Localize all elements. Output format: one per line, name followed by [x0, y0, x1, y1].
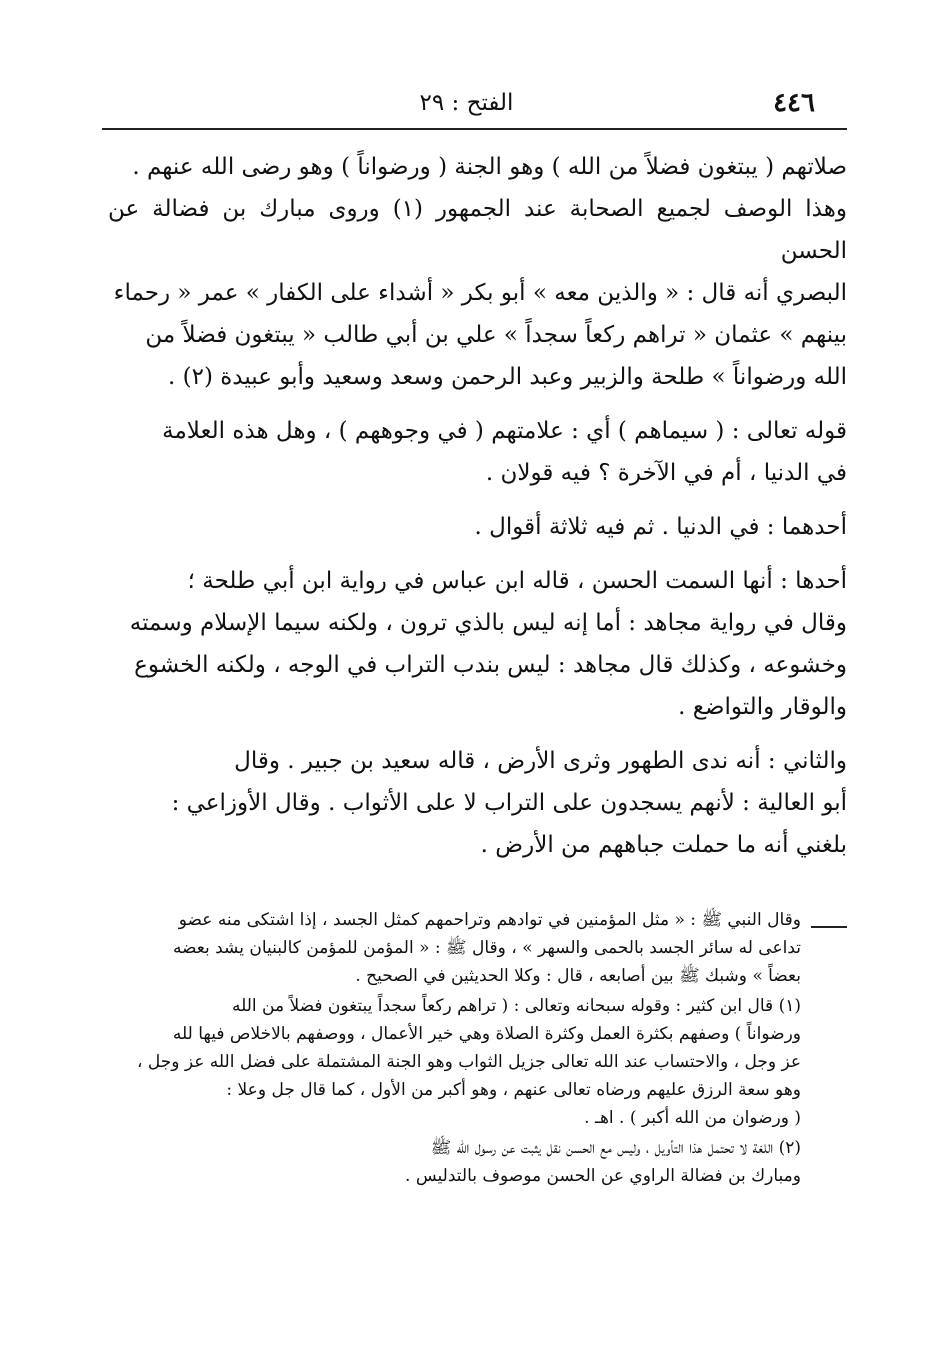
footnote-line: وقال النبي ﷺ : « مثل المؤمنين في توادهم وتراحمهم كمثل الجسد ، إذا اشتكى منه عضو: [178, 910, 801, 930]
page-number: ٤٤٦: [773, 88, 815, 118]
footnote-1: (١) قال ابن كثير : وقوله سبحانه وتعالى : ( تراهم ركعاً سجداً يبتغون فضلاً من الله: [231, 996, 801, 1016]
footnote-line: ومبارك بن فضالة الراوي عن الحسن موصوف بالتدليس .: [405, 1166, 801, 1186]
footnote-line: ( ورضوان من الله أكبر ) . اهـ .: [584, 1108, 801, 1128]
running-title: الفتح : ٢٩: [419, 90, 514, 116]
main-line: في الدنيا ، أم في الآخرة ؟ فيه قولان .: [485, 460, 847, 486]
page-header: [100, 88, 833, 128]
footnote-line: عز وجل ، والاحتساب عند الله تعالى جزيل الثواب وهو الجنة المشتملة على فضل الله عز وجل ،: [136, 1052, 801, 1072]
main-line: الله ورضواناً » طلحة والزبير وعبد الرحمن وسعد وسعيد وأبو عبيدة (٢) .: [167, 364, 847, 390]
main-line: البصري أنه قال : « والذين معه » أبو بكر « أشداء على الكفار » عمر « رحماء: [113, 280, 847, 306]
main-line: بينهم » عثمان « تراهم ركعاً سجداً » علي بن أبي طالب « يبتغون فضلاً من: [145, 322, 847, 348]
header-divider: [102, 128, 847, 130]
footnotes: [108, 906, 801, 1190]
footnote-line: تداعى له سائر الجسد بالحمى والسهر » ، وقال ﷺ : « المؤمن للمؤمن كالبنيان يشد بعضه: [172, 938, 801, 958]
main-line: والوقار والتواضع .: [678, 694, 847, 720]
main-line: صلاتهم ( يبتغون فضلاً من الله ) وهو الجنة ( ورضواناً ) وهو رضى الله عنهم .: [132, 154, 847, 180]
main-line: وقال في رواية مجاهد : أما إنه ليس بالذي ترون ، ولكنه سيما الإسلام وسمته: [129, 610, 847, 636]
main-line: أحدهما : في الدنيا . ثم فيه ثلاثة أقوال .: [474, 514, 847, 540]
main-line: أبو العالية : لأنهم يسجدون على التراب لا على الأثواب . وقال الأوزاعي :: [171, 790, 847, 816]
footnote-line: ورضواناً ) وصفهم بكثرة العمل وكثرة الصلاة وهي خير الأعمال ، ووصفهم بالاخلاص فيها لله: [172, 1024, 801, 1044]
footnote-divider: [811, 926, 847, 928]
main-text: [108, 146, 847, 866]
footnote-line: بعضاً » وشبك ﷺ بين أصابعه ، قال : وكلا الحديثين في الصحيح .: [355, 966, 801, 986]
main-line: والثاني : أنه ندى الطهور وثرى الأرض ، قاله سعيد بن جبير . وقال: [234, 748, 847, 774]
main-line: أحدها : أنها السمت الحسن ، قاله ابن عباس في رواية ابن أبي طلحة ؛: [187, 568, 847, 594]
main-line: وخشوعه ، وكذلك قال مجاهد : ليس بندب التراب في الوجه ، ولكنه الخشوع: [134, 652, 847, 678]
main-line: قوله تعالى : ( سيماهم ) أي : علامتهم ( في وجوههم ) ، وهل هذه العلامة: [162, 418, 847, 444]
footnote-line: وهو سعة الرزق عليهم ورضاه تعالى عنهم ، وهو أكبر من الأول ، كما قال جل وعلا :: [226, 1080, 801, 1100]
footnote-2: (٢) اللغة لا تحتمل هذا التأويل ، وليس مع الحسن نقل يثبت عن رسول الله ﷺ: [430, 1138, 801, 1158]
main-line: وهذا الوصف لجميع الصحابة عند الجمهور (١) وروى مبارك بن فضالة عن الحسن: [108, 196, 847, 264]
main-line: بلغني أنه ما حملت جباههم من الأرض .: [480, 832, 847, 858]
